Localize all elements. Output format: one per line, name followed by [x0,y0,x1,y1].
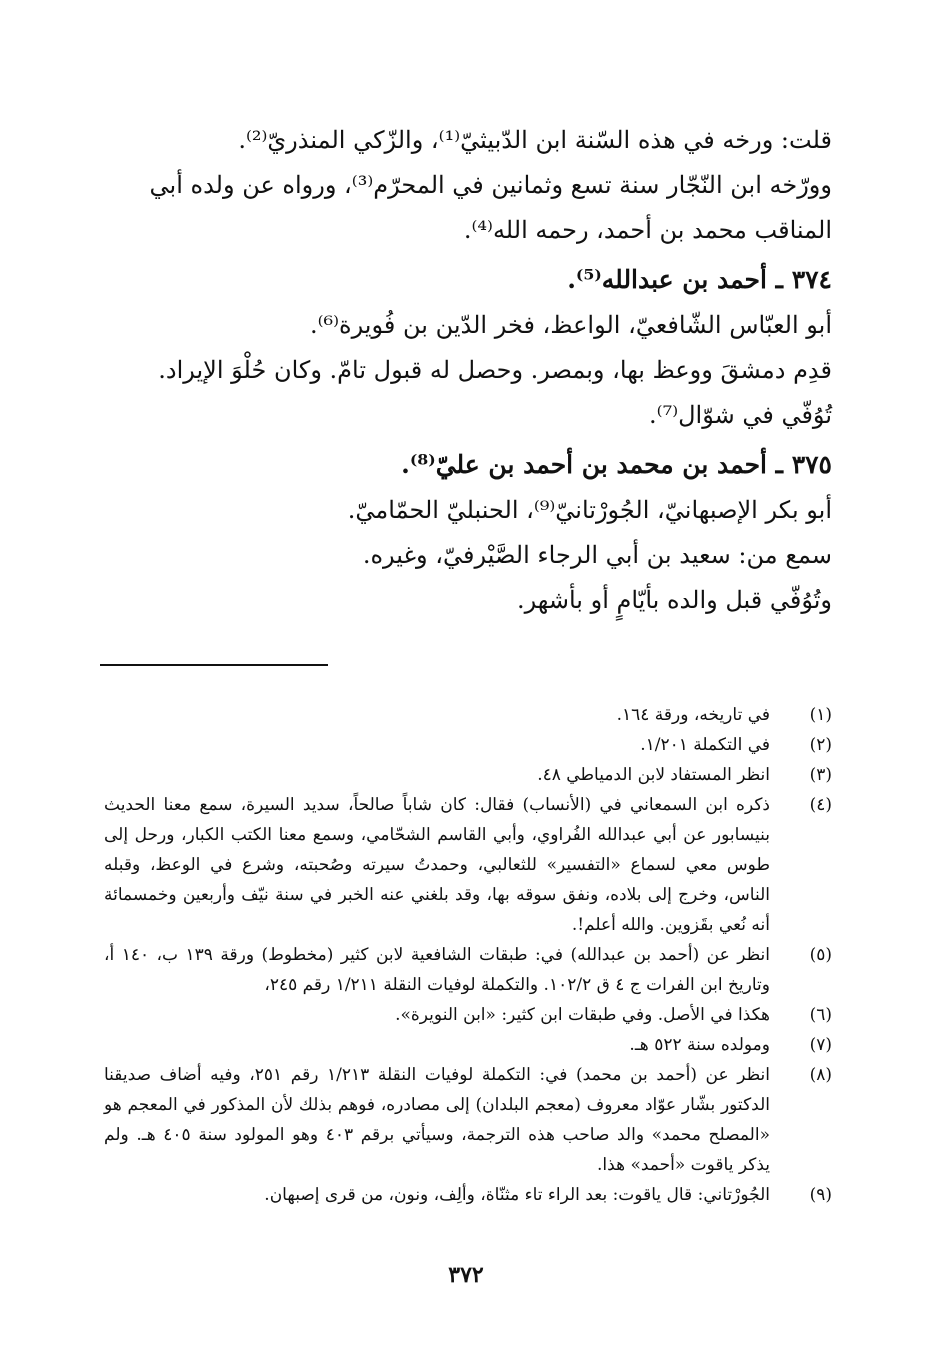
page-number: ٣٧٢ [448,1262,484,1288]
footnote-text: في تاريخه، ورقة ١٦٤. [616,705,770,725]
footnote-separator [100,664,328,666]
footnote-number: (٤) [809,795,832,815]
main-text [97,118,832,623]
footnote-text: ومولده سنة ٥٢٢ هـ. [629,1035,770,1055]
entry-374-line-1: أبو العبّاس الشّافعيّ، الواعظ، فخر الدّين بن فُويرة⁽⁶⁾. [309,311,832,339]
entry-374-line-3: تُوُفّي في شوّال⁽⁷⁾. [649,401,832,429]
footnote-3 [104,760,832,790]
entry-375-line-2: سمع من: سعيد بن أبي الرجاء الصَّيْرفيّ، وغيره. [362,541,832,569]
footnote-text: انظر عن (أحمد بن عبدالله) في: طبقات الشافعية لابن كثير (مخطوط) ورقة ١٣٩ ب، ١٤٠ أ، وتاريخ ابن الفرات ج ٤ ق ١٠٢/٢. والتكملة لوفيات النقلة ١/٢١١ رقم ٢٤٥، [104,945,770,995]
footnote-text: الجُورْتاني: قال ياقوت: بعد الراء تاء مثنّاة، وألِف، ونون، من قرى إصبهان. [264,1185,770,1205]
footnote-6 [104,1000,832,1030]
footnote-text: في التكملة ١/٢٠١. [640,735,770,755]
entry-375-title: ٣٧٥ ـ أحمد بن محمد بن أحمد بن عليّ⁽⁸⁾. [401,450,832,479]
footnote-7 [104,1030,832,1060]
footnote-4 [104,790,832,940]
footnote-number: (١) [809,705,832,725]
footnote-number: (٦) [809,1005,832,1025]
footnote-number: (٨) [809,1065,832,1085]
footnote-number: (٣) [809,765,832,785]
intro-line-1: قلت: ورخه في هذه السّنة ابن الدّبيثيّ⁽¹⁾، والزّكي المنذريّ⁽²⁾. [238,126,832,154]
intro-line-3: المناقب محمد بن أحمد، رحمه الله⁽⁴⁾. [463,216,832,244]
entry-374-title: ٣٧٤ ـ أحمد بن عبدالله⁽⁵⁾. [567,265,832,294]
footnote-9 [104,1180,832,1210]
footnote-number: (٥) [809,945,832,965]
footnote-1 [104,700,832,730]
footnote-text: هكذا في الأصل. وفي طبقات ابن كثير: «ابن النويرة». [395,1005,770,1025]
intro-line-2: وورّخه ابن النّجّار سنة تسع وثمانين في المحرّم⁽³⁾، ورواه عن ولده أبي [149,171,832,199]
footnote-number: (٩) [809,1185,832,1205]
footnote-text: ذكره ابن السمعاني في (الأنساب) فقال: كان شاباً صالحاً، سديد السيرة، سمع معنا الحديث بنيسابور عن أبي عبدالله الفُراوي، وأبي القاسم الشحّامي، وسمع معنا الكتب الكبار، ورحل إلى طوس معي لسماع «التفسير» للثعالبي، وحمدتُ سيرته وصُحبته، وشرع في الوعظ، وقبله الناس، وخرج إلى بلاده، ونفق سوقه بها، وقد بلغني عنه الخبر في سنة نيّف وأربعين وخمسمائة أنه نُعي بقَزوين. والله أعلم!. [104,795,770,935]
entry-375-line-3: وتُوُفّي قبل والده بأيّامٍ أو بأشهر. [516,586,832,614]
footnote-number: (٢) [809,735,832,755]
footnote-text: انظر المستفاد لابن الدمياطي ٤٨. [537,765,770,785]
footnote-2 [104,730,832,760]
entry-375-line-1: أبو بكر الإصبهانيّ، الجُورْتانيّ⁽⁹⁾، الحنبليّ الحمّاميّ. [347,496,832,524]
footnote-number: (٧) [809,1035,832,1055]
entry-374-line-2: قدِم دمشقَ ووعظ بها، وبمصر. وحصل له قبول تامّ. وكان حُلْوَ الإيراد. [158,356,832,384]
footnote-text: انظر عن (أحمد بن محمد) في: التكملة لوفيات النقلة ١/٢١٣ رقم ٢٥١، وفيه أضاف صديقنا الدكتور بشّار عوّاد معروف (معجم البلدان) إلى مصادره، فوهم بذلك لأن المذكور في المعجم هو «المصلح محمد» والد صاحب هذه الترجمة، وسيأتي برقم ٤٠٣ وهو المولود سنة ٤٠٥ هـ. ولم يذكر ياقوت «أحمد» هذا. [104,1065,770,1175]
footnotes [104,700,832,1210]
footnote-8 [104,1060,832,1180]
footnote-5 [104,940,832,1000]
